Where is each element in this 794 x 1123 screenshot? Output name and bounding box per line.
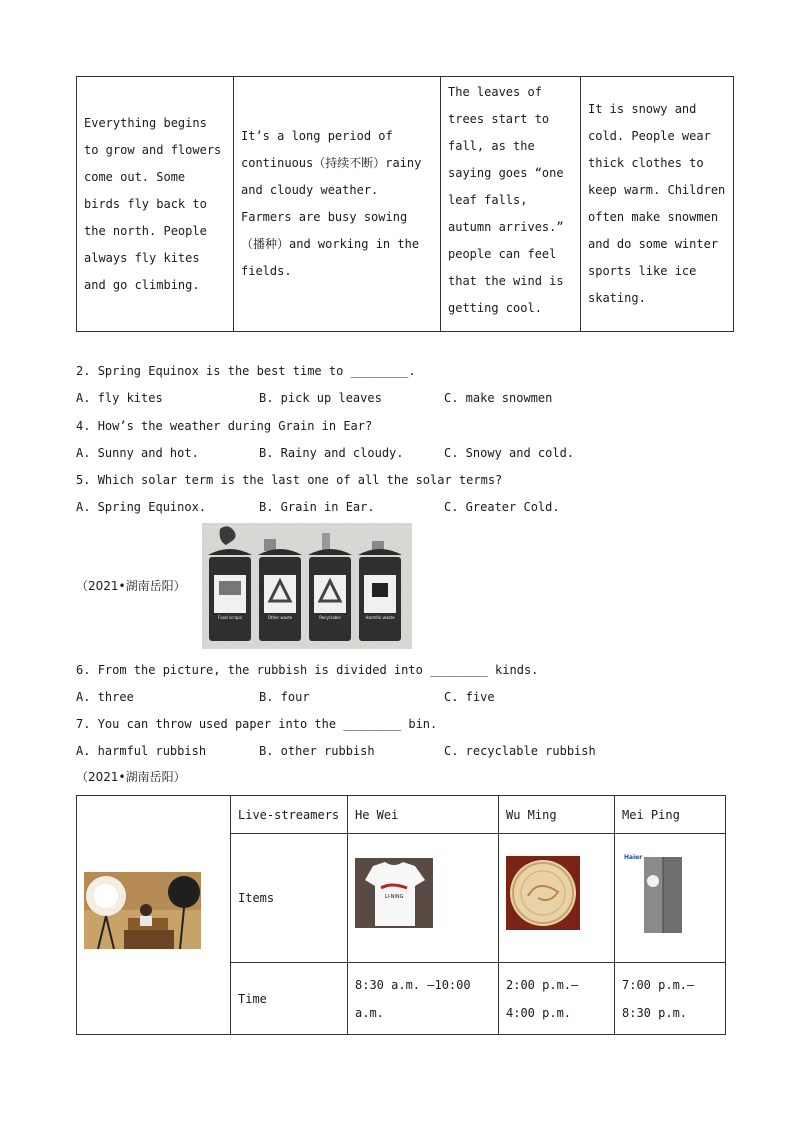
studio-photo	[84, 872, 201, 949]
live-streamers-table	[76, 795, 726, 1035]
question-2: 2. Spring Equinox is the best time to ________.	[76, 364, 416, 378]
option-b[interactable]: B. Grain in Ear.	[259, 500, 375, 514]
header-label: Live-streamers	[231, 796, 348, 834]
source-label: （2021•湖南岳阳）	[76, 770, 186, 784]
option-a[interactable]: A. three	[76, 690, 134, 704]
source-label: （2021•湖南岳阳）	[76, 579, 186, 593]
question-6: 6. From the picture, the rubbish is divided into ________ kinds.	[76, 663, 539, 677]
time-slot: 7:00 p.m.— 8:30 p.m.	[615, 963, 726, 1035]
items-label: Items	[231, 834, 348, 963]
question-5: 5. Which solar term is the last one of all the solar terms?	[76, 473, 503, 487]
option-a[interactable]: A. fly kites	[76, 391, 163, 405]
time-slot: 8:30 a.m. —10:00 a.m.	[348, 963, 499, 1035]
option-b[interactable]: B. Rainy and cloudy.	[259, 446, 404, 460]
grain-in-ear-cell: It’s a long period of continuous（持续不断）rainy and cloudy weather. Farmers are busy sowing （播种）and working in the fields.	[234, 77, 441, 332]
item-plate-cell	[499, 834, 615, 963]
streamer-name: He Wei	[348, 796, 499, 834]
option-a[interactable]: A. harmful rubbish	[76, 744, 207, 758]
option-b[interactable]: B. pick up leaves	[259, 391, 382, 405]
spring-cell: Everything begins to grow and flowers come out. Some birds fly back to the north. People always fly kites and go climbing.	[77, 77, 234, 332]
option-c[interactable]: C. five	[444, 690, 495, 704]
other-waste-bin	[258, 539, 302, 641]
fridge-image	[622, 851, 692, 935]
option-b[interactable]: B. other rubbish	[259, 744, 375, 758]
time-slot: 2:00 p.m.— 4:00 p.m.	[499, 963, 615, 1035]
winter-cell: It is snowy and cold. People wear thick clothes to keep warm. Children often make snowmen and do some winter sports like ice skating.	[581, 77, 734, 332]
option-a[interactable]: A. Spring Equinox.	[76, 500, 207, 514]
bin-label-food: Food scraps	[218, 615, 242, 620]
fridge-brand: Haier	[624, 854, 643, 861]
option-c[interactable]: C. Snowy and cold.	[444, 446, 575, 460]
option-c[interactable]: C. Greater Cold.	[444, 500, 560, 514]
option-c[interactable]: C. recyclable rubbish	[444, 744, 596, 758]
studio-photo-cell	[77, 796, 231, 1035]
decorative-plate-image	[506, 856, 580, 930]
option-c[interactable]: C. make snowmen	[444, 391, 553, 405]
question-7: 7. You can throw used paper into the ________ bin.	[76, 717, 438, 731]
autumn-cell: The leaves of trees start to fall, as the saying goes “one leaf falls, autumn arrives.” people can feel that the wind is getting cool.	[441, 77, 581, 332]
option-a[interactable]: A. Sunny and hot.	[76, 446, 199, 460]
food-waste-bin	[208, 549, 252, 641]
option-b[interactable]: B. four	[259, 690, 310, 704]
time-label: Time	[231, 963, 348, 1035]
seasons-table	[76, 76, 734, 332]
rubbish-bins-image	[202, 523, 412, 649]
tshirt-image	[355, 858, 433, 928]
item-fridge-cell	[615, 834, 726, 963]
streamer-name: Wu Ming	[499, 796, 615, 834]
tshirt-brand: LI-NING	[384, 894, 404, 900]
bin-label-other: Other waste	[267, 615, 293, 620]
streamer-name: Mei Ping	[615, 796, 726, 834]
question-4: 4. How’s the weather during Grain in Ear?	[76, 419, 373, 433]
item-tshirt-cell	[348, 834, 499, 963]
bin-label-harmful: Harmful waste	[365, 615, 395, 620]
bin-label-recyclable: Recyclable	[319, 615, 341, 620]
